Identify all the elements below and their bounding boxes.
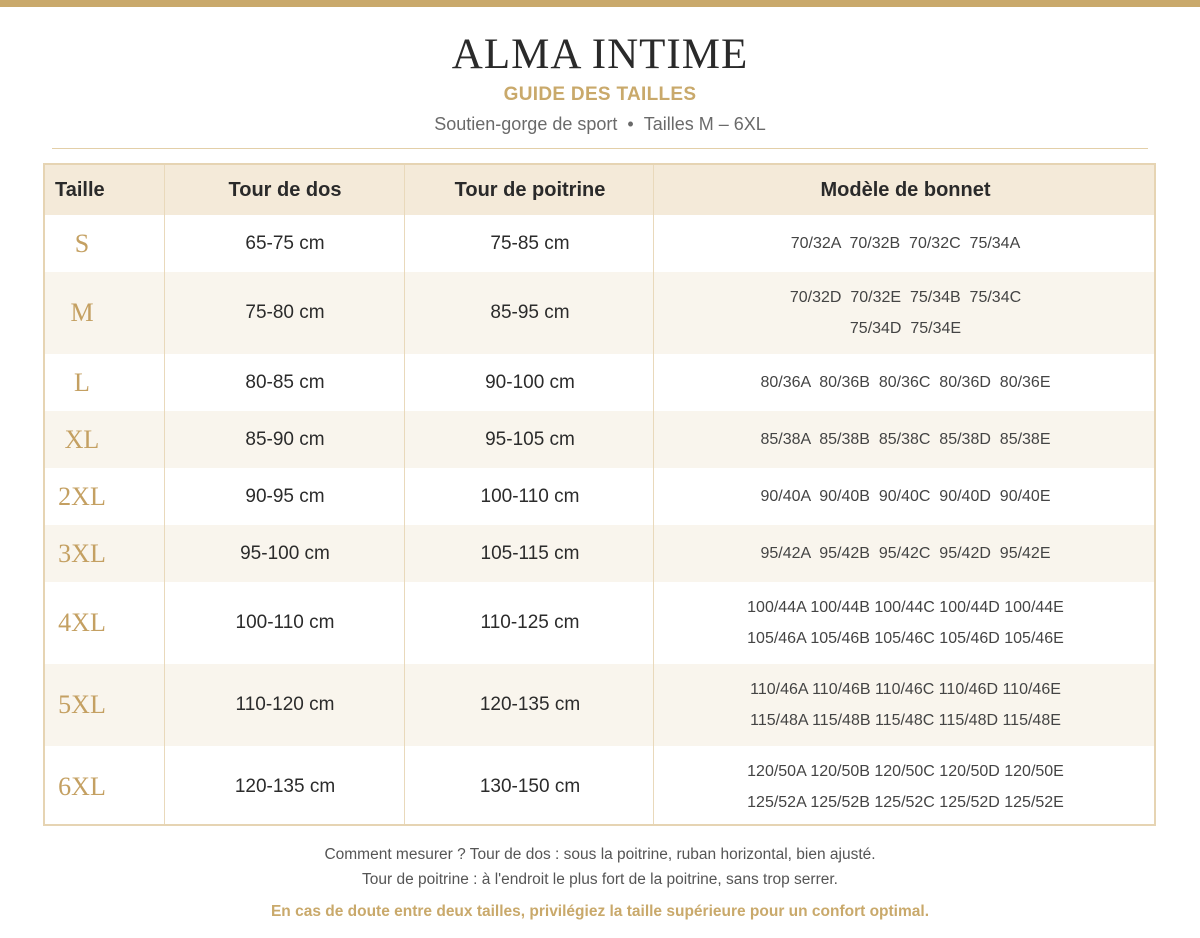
subtitle-product: Soutien-gorge de sport xyxy=(434,114,618,134)
cup-model-line: 80/36A 80/36B 80/36C 80/36D 80/36E xyxy=(760,374,1051,391)
cup-models xyxy=(655,215,1156,272)
cup-model-line: 125/52A 125/52B 125/52C 125/52D 125/52E xyxy=(747,794,1064,811)
size-label: 4XL xyxy=(58,608,106,637)
header-back: Tour de dos xyxy=(228,178,342,201)
footer-measure-bust: Tour de poitrine : à l'endroit le plus fort de la poitrine, sans trop serrer. xyxy=(362,871,838,888)
cup-models xyxy=(655,582,1156,664)
back-measure: 65-75 cm xyxy=(245,232,325,254)
cup-model-line: 105/46A 105/46B 105/46C 105/46D 105/46E xyxy=(747,630,1064,647)
back-measure: 120-135 cm xyxy=(234,776,336,797)
back-measure: 75-80 cm xyxy=(245,302,325,323)
table-row xyxy=(45,354,1154,411)
size-label: 5XL xyxy=(58,690,106,719)
bust-measure: 85-95 cm xyxy=(490,302,570,323)
bust-measure: 110-125 cm xyxy=(480,612,580,633)
cup-model-line: 120/50A 120/50B 120/50C 120/50D 120/50E xyxy=(747,763,1064,780)
size-label: 3XL xyxy=(58,538,106,568)
table-row xyxy=(45,664,1154,746)
bust-measure: 95-105 cm xyxy=(485,428,575,450)
footer-measure-back: Comment mesurer ? Tour de dos : sous la poitrine, ruban horizontal, bien ajusté. xyxy=(324,846,876,863)
table-row xyxy=(45,525,1154,582)
back-measure: 95-100 cm xyxy=(240,542,330,564)
bust-measure: 90-100 cm xyxy=(485,371,575,393)
back-measure: 110-120 cm xyxy=(235,694,335,715)
size-table xyxy=(43,163,1156,826)
brand-title: ALMA INTIME xyxy=(451,31,749,78)
subtitle-separator: • xyxy=(627,114,634,134)
size-label: L xyxy=(74,367,90,397)
footer-tip: En cas de doute entre deux tailles, privilégiez la taille supérieure pour un confort optimal. xyxy=(270,903,930,920)
header-bust: Tour de poitrine xyxy=(454,178,606,201)
cup-model-line: 85/38A 85/38B 85/38C 85/38D 85/38E xyxy=(760,431,1051,448)
column-divider xyxy=(653,165,654,824)
cup-model-line: 70/32A 70/32B 70/32C 75/34A xyxy=(790,235,1021,252)
table-row xyxy=(45,468,1154,525)
back-measure: 100-110 cm xyxy=(235,612,335,633)
header-size: Taille xyxy=(55,178,105,201)
size-label: M xyxy=(70,298,94,327)
cup-models xyxy=(655,272,1156,354)
guide-title: GUIDE DES TAILLES xyxy=(503,84,697,105)
cup-model-line: 70/32D 70/32E 75/34B 75/34C xyxy=(789,289,1022,306)
cup-models xyxy=(655,411,1156,468)
cup-models xyxy=(655,746,1156,828)
column-divider xyxy=(404,165,405,824)
cup-model-line: 115/48A 115/48B 115/48C 115/48D 115/48E xyxy=(750,712,1061,729)
header-divider xyxy=(52,148,1148,149)
cup-models xyxy=(655,354,1156,411)
bust-measure: 100-110 cm xyxy=(480,485,580,507)
bust-measure: 75-85 cm xyxy=(490,232,570,254)
back-measure: 85-90 cm xyxy=(245,428,325,450)
bust-measure: 105-115 cm xyxy=(480,542,580,564)
size-label: 2XL xyxy=(58,481,106,511)
column-divider xyxy=(164,165,165,824)
subtitle xyxy=(0,114,1200,135)
cup-models xyxy=(655,468,1156,525)
table-row xyxy=(45,215,1154,272)
cup-model-line: 75/34D 75/34E xyxy=(849,320,962,337)
table-header xyxy=(45,165,1154,215)
size-label: XL xyxy=(64,424,100,454)
cup-model-line: 110/46A 110/46B 110/46C 110/46D 110/46E xyxy=(750,681,1061,698)
table-row xyxy=(45,411,1154,468)
size-label: S xyxy=(74,228,90,258)
cup-model-line: 100/44A 100/44B 100/44C 100/44D 100/44E xyxy=(747,599,1064,616)
top-accent-bar xyxy=(0,0,1200,7)
cup-model-line: 90/40A 90/40B 90/40C 90/40D 90/40E xyxy=(760,488,1051,505)
header-cup: Modèle de bonnet xyxy=(820,178,991,201)
table-row xyxy=(45,746,1154,828)
bust-measure: 120-135 cm xyxy=(479,694,581,715)
bust-measure: 130-150 cm xyxy=(479,776,581,797)
subtitle-range: Tailles M – 6XL xyxy=(643,114,766,134)
table-row xyxy=(45,272,1154,354)
back-measure: 90-95 cm xyxy=(245,485,325,507)
back-measure: 80-85 cm xyxy=(245,371,325,393)
cup-models xyxy=(655,664,1156,746)
cup-models xyxy=(655,525,1156,582)
size-label: 6XL xyxy=(58,772,106,801)
cup-model-line: 95/42A 95/42B 95/42C 95/42D 95/42E xyxy=(760,545,1051,562)
table-row xyxy=(45,582,1154,664)
